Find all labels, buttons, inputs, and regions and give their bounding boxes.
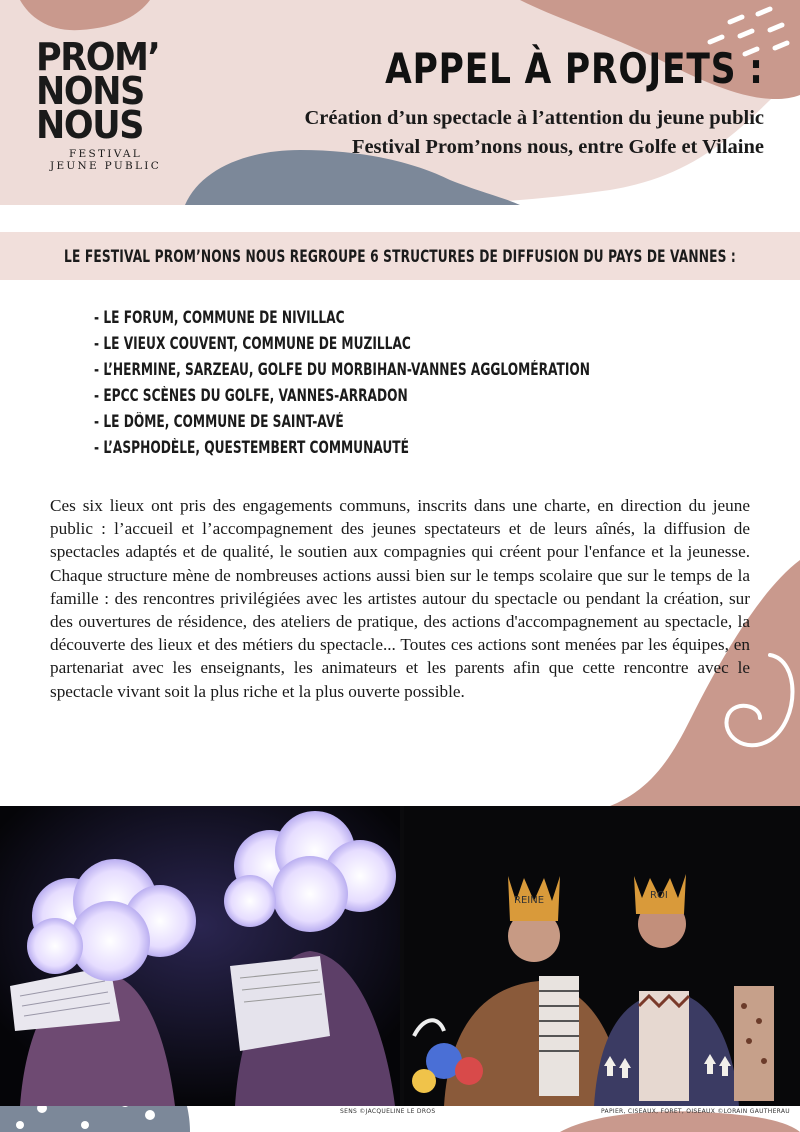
photo-strip bbox=[0, 806, 800, 1106]
page-title: APPEL À PROJETS : bbox=[385, 44, 764, 93]
venue-list bbox=[94, 305, 764, 461]
logo-line-2: NONS bbox=[36, 69, 144, 113]
subtitle-line-1: Création d’un spectacle à l’attention du jeune public bbox=[304, 107, 764, 129]
venue-item: - EPCC SCÈNES DU GOLFE, VANNES-ARRADON bbox=[94, 386, 408, 405]
section-heading: LE FESTIVAL PROM’NONS NOUS REGROUPE 6 STRUCTURES DE DIFFUSION DU PAYS DE VANNES : bbox=[64, 246, 736, 266]
venue-item: - LE DÔME, COMMUNE DE SAINT-AVÉ bbox=[94, 412, 344, 431]
page-subtitle bbox=[304, 104, 764, 162]
photo-cloud-performers bbox=[0, 806, 400, 1106]
venue-item: - LE FORUM, COMMUNE DE NIVILLAC bbox=[94, 308, 345, 327]
venue-item: - LE VIEUX COUVENT, COMMUNE DE MUZILLAC bbox=[94, 334, 411, 353]
logo-subtitle bbox=[40, 148, 171, 172]
venue-item: - L’ASPHODÈLE, QUESTEMBERT COMMUNAUTÉ bbox=[94, 438, 409, 457]
festival-logo bbox=[36, 35, 171, 172]
venue-item: - L’HERMINE, SARZEAU, GOLFE DU MORBIHAN-VANNES AGGLOMÉRATION bbox=[94, 360, 590, 379]
section-band bbox=[0, 232, 800, 280]
photo-credit-left: SENS ©JACQUELINE LE DROS bbox=[340, 1108, 436, 1115]
logo-festival: FESTIVAL bbox=[68, 148, 143, 160]
body-paragraph: Ces six lieux ont pris des engagements communs, inscrits dans une charte, en direction du jeune public : l’accueil et l’accompagnement des jeunes spectateurs et de leurs aînés, la diffusion de spectacles adaptés et de qualité, le soutien aux compagnies qui créent pour l'enfance et la jeunesse. Chaque structure mène de nombreuses actions aussi bien sur le temps scolaire que sur le temps de la famille : des rencontres privilégiées avec les artistes autour du spectacle ou pendant la création, sur des ouvertures de résidence, des ateliers de pratique, des actions d'accompagnement au spectacle, la découverte des lieux et des métiers du spectacle... Toutes ces actions sont menées par les équipes, en partenariat avec les enseignants, les animateurs et les parents afin que cette rencontre avec le spectacle vivant soit la plus riche et la plus ouverte possible. bbox=[50, 496, 750, 701]
subtitle-line-2: Festival Prom’nons nous, entre Golfe et Vilaine bbox=[351, 136, 764, 158]
logo-line-3: NOUS bbox=[36, 103, 144, 147]
crown-left-text: REINE bbox=[514, 895, 545, 906]
logo-line-1: PROM’ bbox=[36, 35, 160, 79]
photo-king-queen bbox=[404, 806, 800, 1106]
crown-right-text: ROI bbox=[650, 890, 668, 901]
logo-jeune-public: JEUNE PUBLIC bbox=[49, 160, 162, 172]
photo-credit-right: PAPIER, CISEAUX, FORET, OISEAUX ©LORAIN GAUTHERAU bbox=[601, 1108, 790, 1115]
